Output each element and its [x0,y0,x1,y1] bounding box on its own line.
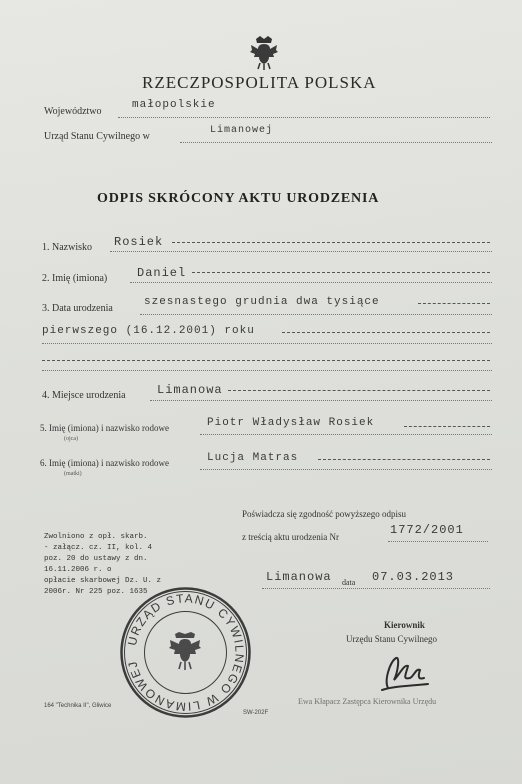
first-name-value: Daniel [137,266,187,280]
surname-dashes [172,242,490,243]
printer-mark: 164 "Technika II", Gliwice [44,703,112,709]
birth-date-line-c [42,370,492,371]
document-title: ODPIS SKRÓCONY AKTU URODZENIA [97,191,380,206]
birth-date-dashes-1 [418,303,490,304]
issue-date: 07.03.2013 [372,570,455,584]
birth-date-line2: pierwszego (16.12.2001) roku [42,325,255,337]
act-number-label: z treścią aktu urodzenia Nr [242,532,339,542]
mother-value: Lucja Matras [207,452,299,464]
signatory-title: Kierownik [384,620,425,630]
act-number-line [388,541,488,542]
fee-note-line: Zwolniono z opł. skarb. [44,533,148,541]
fee-note-line: 2006r. Nr 225 poz. 1635 [44,588,148,596]
issue-line [262,588,490,589]
father-label: 5. Imię (imiona) i nazwisko rodowe [40,423,169,433]
surname-line [110,251,492,252]
surname-label: 1. Nazwisko [42,242,92,253]
first-name-line [130,282,492,283]
fee-note-line: 16.11.2006 r. o [44,566,112,574]
voivodeship-label: Województwo [44,106,102,117]
certification-statement: Poświadcza się zgodność powyższego odpisu [242,509,406,519]
birth-date-dashes-3 [42,360,490,361]
birth-date-line-b [42,343,492,344]
official-seal [118,585,253,720]
seal-text: URZĄD STANU CYWILNEGO W LIMANOWEJ [124,591,247,714]
polish-eagle-emblem [249,36,279,70]
issue-date-label: data [342,578,356,587]
mother-dashes [318,459,490,460]
surname-value: Rosiek [114,235,164,249]
act-number-value: 1772/2001 [390,523,464,537]
voivodeship-value: małopolskie [132,99,216,111]
father-sub: (ojca) [64,436,78,442]
fee-note-line: opłacie skarbowej Dz. U. z [44,577,162,585]
signatory-name-stamp: Ewa Kłapacz Zastępca Kierownika Urzędu [298,697,437,706]
office-label: Urząd Stanu Cywilnego w [44,131,150,142]
voivodeship-line [118,117,490,118]
office-line [180,142,492,143]
form-code: SW-202F [243,710,269,716]
country-title: RZECZPOSPOLITA POLSKA [142,73,377,92]
birth-place-dashes [228,390,490,391]
first-name-label: 2. Imię (imiona) [42,273,108,284]
birth-date-line-a [140,314,492,315]
fee-note-line: poz. 20 do ustawy z dn. [44,555,148,563]
birth-place-label: 4. Miejsce urodzenia [42,390,126,401]
issue-place: Limanowa [266,570,332,584]
signature [376,650,432,696]
birth-place-line [150,400,492,401]
father-dashes [404,426,490,427]
office-value: Limanowej [210,125,274,136]
mother-line [200,469,492,470]
birth-date-line1: szesnastego grudnia dwa tysiące [144,296,380,308]
first-name-dashes [192,272,490,273]
birth-date-label: 3. Data urodzenia [42,303,113,314]
birth-date-dashes-2 [282,332,490,333]
father-line [200,434,492,435]
birth-place-value: Limanowa [157,383,223,397]
mother-sub: (matki) [64,471,82,477]
father-value: Piotr Władysław Rosiek [207,417,375,429]
mother-label: 6. Imię (imiona) i nazwisko rodowe [40,458,169,468]
signatory-office: Urzędu Stanu Cywilnego [346,634,437,644]
fee-note-line: - załącz. cz. II, kol. 4 [44,544,153,552]
